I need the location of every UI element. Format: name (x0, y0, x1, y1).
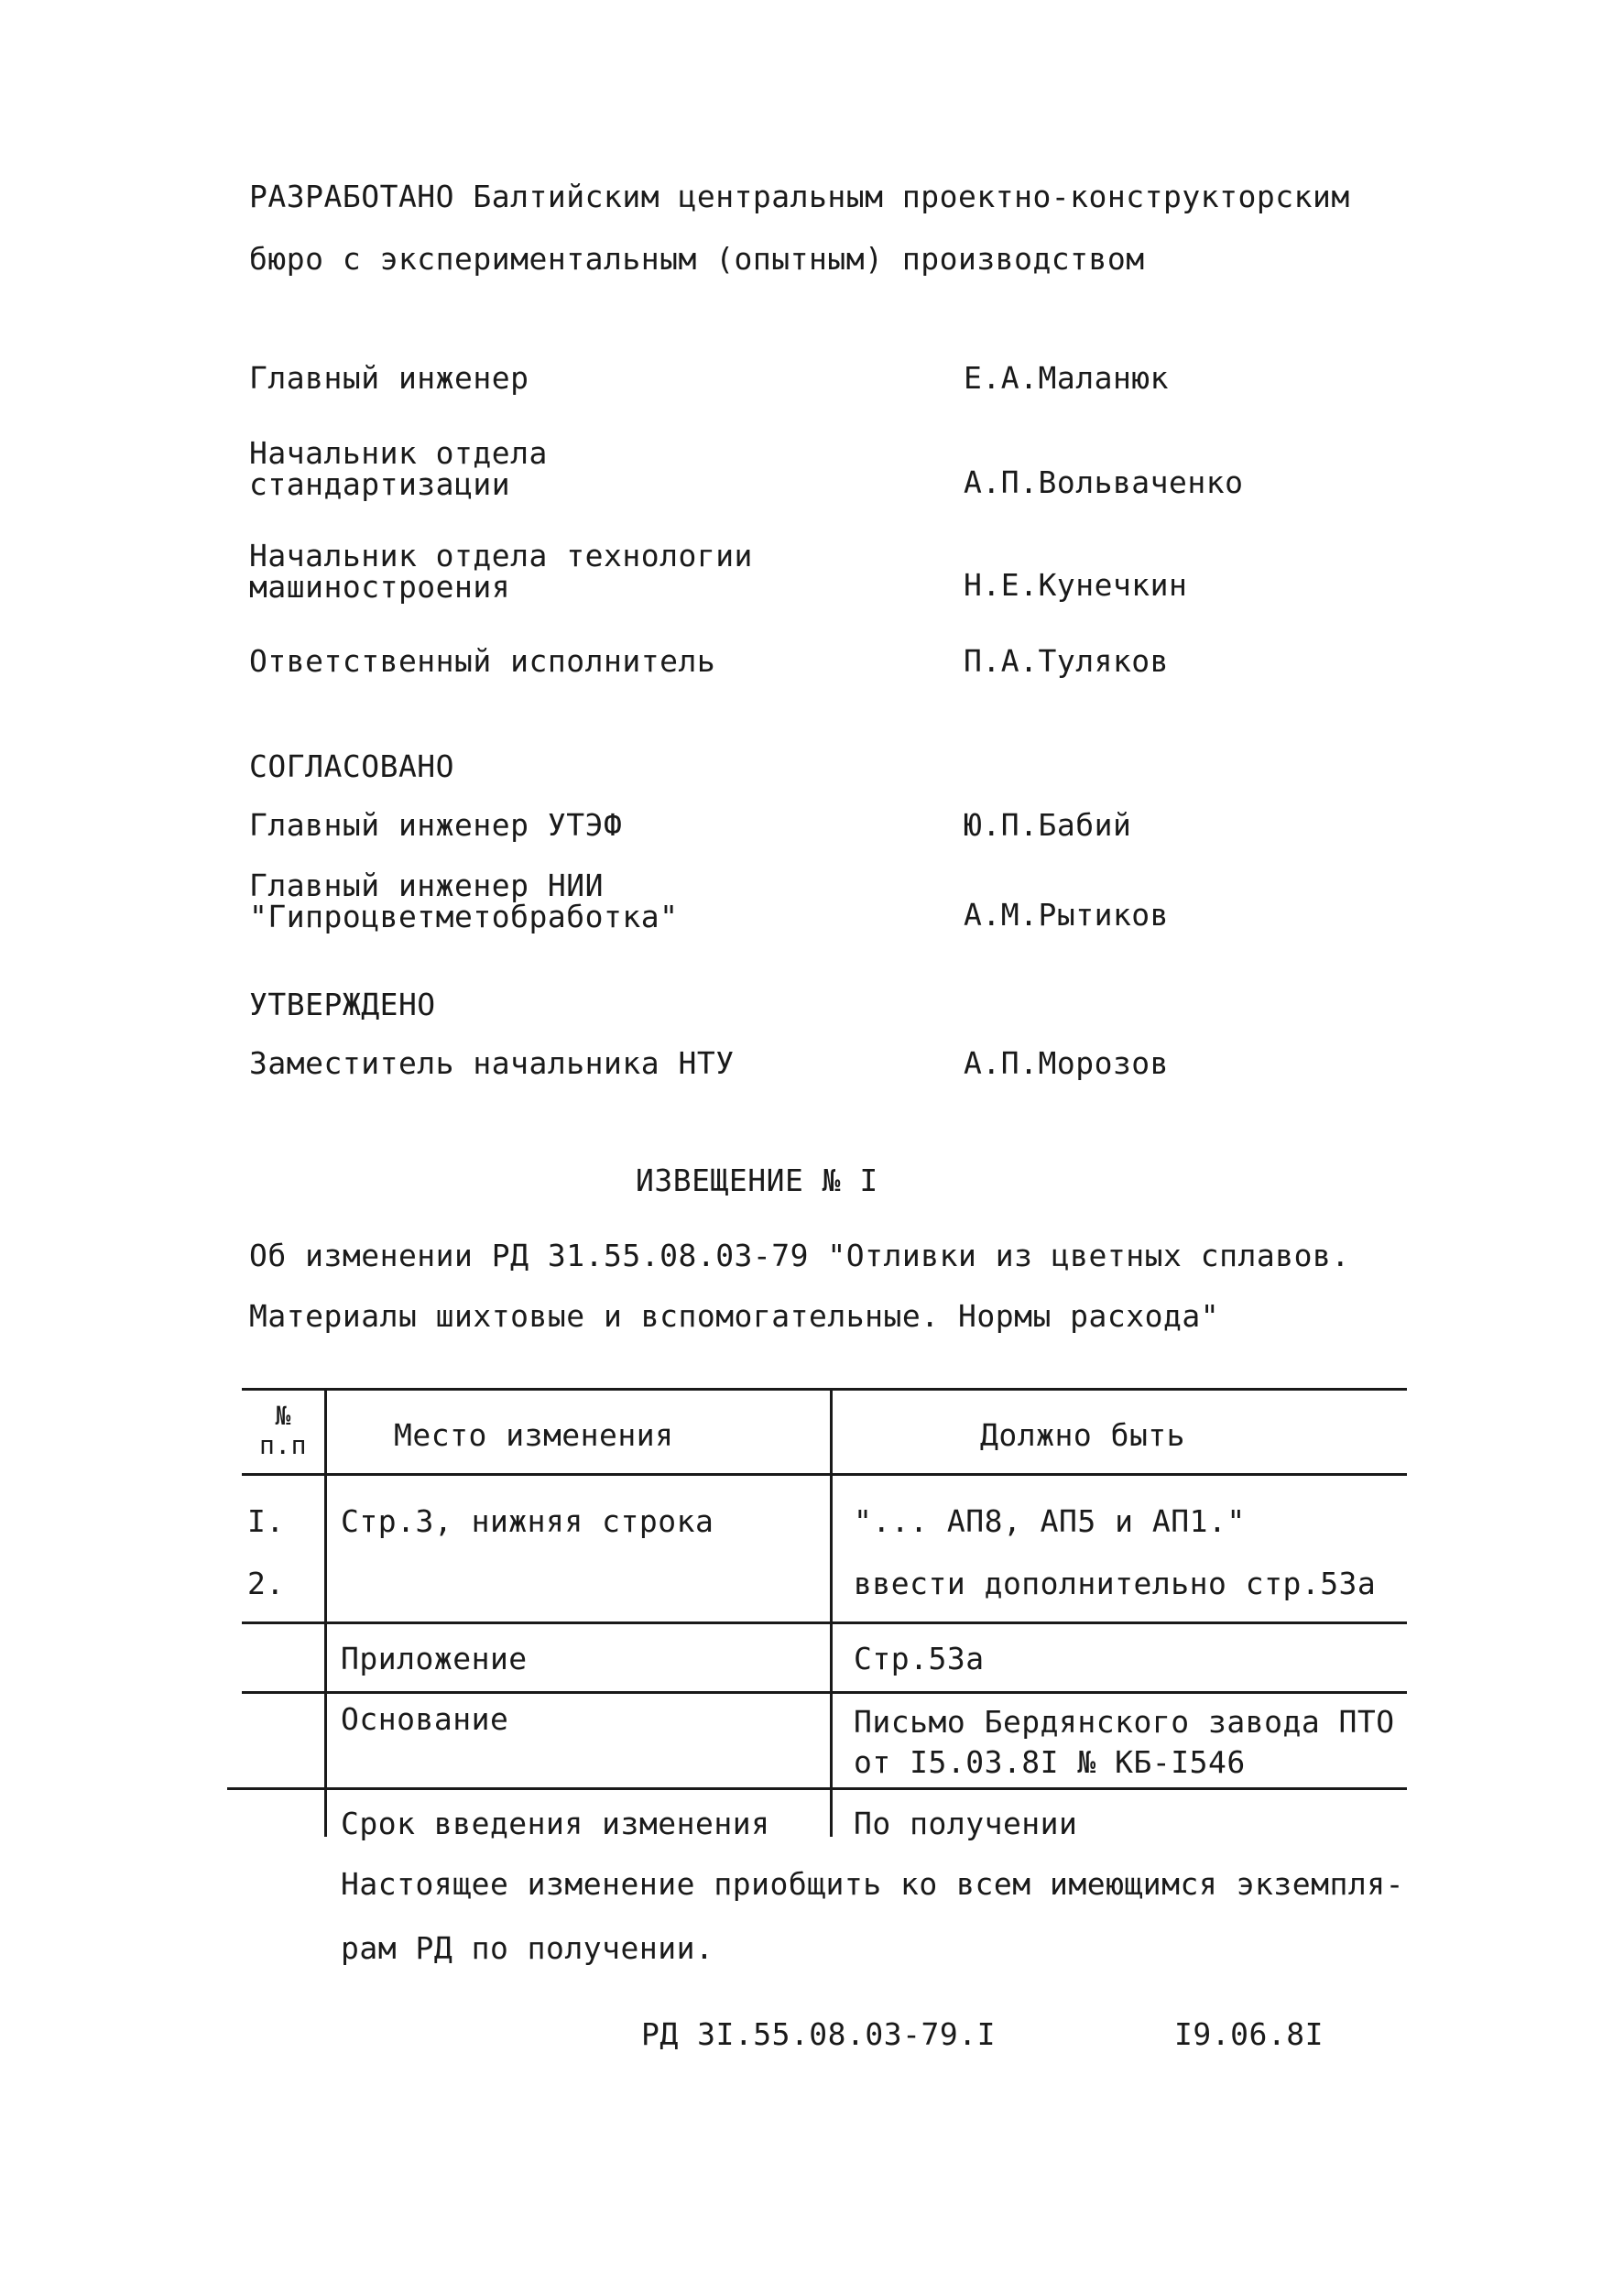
developer-name-1: Е.А.Маланюк (964, 360, 1170, 396)
table-appendix-should-be: Стр.53а (854, 1641, 985, 1676)
notice-subject-line-2: Материалы шихтовые и вспомогательные. Нормы расхода" (249, 1298, 1220, 1334)
developer-name-4: П.А.Туляков (964, 643, 1170, 679)
approved-role-1: Заместитель начальника НТУ (249, 1045, 735, 1081)
table-row-2-should-be: ввести дополнительно стр.53а (854, 1566, 1377, 1601)
footer-note-line-2: рам РД по получении. (341, 1930, 714, 1966)
developer-role-3: Начальник отдела технологии машиностроения (249, 538, 753, 605)
table-header-should-be: Должно быть (980, 1417, 1186, 1453)
developer-name-3: Н.Е.Кунечкин (964, 567, 1188, 603)
table-basis-place: Основание (341, 1701, 509, 1737)
table-term-place: Срок введения изменения (341, 1806, 770, 1841)
approved-heading: УТВЕРЖДЕНО (249, 987, 436, 1022)
approved-name-1: А.П.Морозов (964, 1045, 1170, 1081)
notice-subject-line-1: Об изменении РД 31.55.08.03-79 "Отливки из цветных сплавов. (249, 1238, 1350, 1273)
table-col-divider-1 (324, 1388, 327, 1837)
agreed-name-1: Ю.П.Бабий (964, 807, 1132, 843)
footer-doc-code: РД 3I.55.08.03-79.I (641, 2016, 996, 2052)
table-header-num: № п.п (258, 1401, 308, 1460)
footer-date: I9.06.8I (1174, 2016, 1324, 2052)
developer-name-2: А.П.Вольваченко (964, 464, 1244, 500)
agreed-role-2: Главный инженер НИИ "Гипроцветметобработка" (249, 868, 679, 934)
header-line-2: бюро с экспериментальным (опытным) производством (249, 241, 1145, 277)
developer-role-1: Главный инженер (249, 360, 529, 396)
notice-title: ИЗВЕЩЕНИЕ № I (636, 1163, 878, 1198)
developer-role-4: Ответственный исполнитель (249, 643, 716, 679)
table-top-rule (242, 1388, 1407, 1391)
header-line-1: РАЗРАБОТАНО Балтийским центральным проектно-конструкторским (249, 179, 1350, 214)
table-row-rule-1 (242, 1621, 1407, 1624)
table-header-place: Место изменения (394, 1417, 674, 1453)
table-row-2-num: 2. (247, 1566, 285, 1601)
table-row-rule-3 (227, 1787, 1407, 1790)
table-row-rule-2 (242, 1691, 1407, 1694)
table-header-rule (242, 1473, 1407, 1476)
developer-role-2: Начальник отдела стандартизации (249, 435, 548, 502)
table-col-divider-2 (830, 1388, 833, 1837)
agreed-heading: СОГЛАСОВАНО (249, 748, 455, 784)
agreed-role-1: Главный инженер УТЭФ (249, 807, 623, 843)
table-appendix-place: Приложение (341, 1641, 528, 1676)
table-row-1-num: I. (247, 1503, 285, 1539)
table-row-1-place: Стр.3, нижняя строка (341, 1503, 714, 1539)
footer-note-line-1: Настоящее изменение приобщить ко всем имеющимся экземпля- (341, 1866, 1404, 1902)
agreed-name-2: А.М.Рытиков (964, 897, 1170, 933)
table-term-should-be: По получении (854, 1806, 1078, 1841)
table-row-1-should-be: "... АП8, АП5 и АП1." (854, 1503, 1246, 1539)
table-basis-should-be: Письмо Бердянского завода ПТО от I5.03.8I № КБ-I546 (854, 1704, 1395, 1780)
